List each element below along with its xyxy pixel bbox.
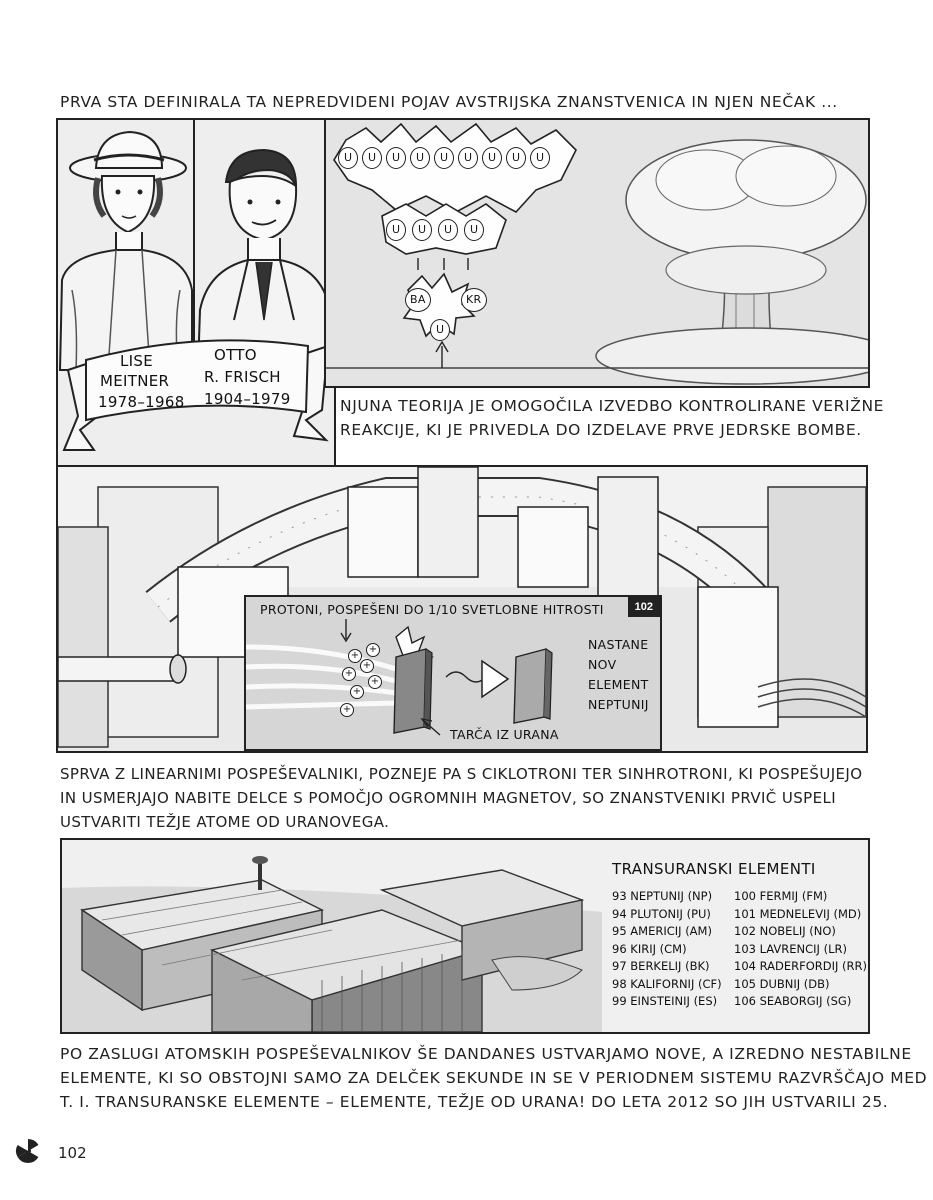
radiation-icon	[14, 1137, 42, 1165]
otto-name-1: OTTO	[214, 346, 257, 364]
uranium-atom: U	[338, 147, 358, 169]
otto-years: 1904–1979	[204, 390, 291, 408]
uranium-atom: U	[464, 219, 484, 241]
element-left-item: 97 BERKELIJ (BK)	[612, 959, 710, 973]
result-line-2: NOV	[588, 657, 617, 672]
element-left-item: 96 KIRIJ (CM)	[612, 941, 687, 956]
theory-caption-line2: REAKCIJE, KI JE PRIVEDLA DO IZDELAVE PRVE JEDRSKE BOMBE.	[340, 421, 862, 439]
uranium-atom: U	[434, 147, 454, 169]
proton: +	[348, 649, 362, 663]
uranium-atom: U	[506, 147, 526, 169]
portraits-panel	[56, 118, 336, 470]
proton: +	[360, 659, 374, 673]
result-line-3: ELEMENT	[588, 677, 649, 692]
otto-name-2: R. FRISCH	[204, 368, 281, 386]
page-number: 102	[58, 1144, 87, 1162]
lise-name-1: LISE	[120, 352, 153, 370]
accel-caption-line1: SPRVA Z LINEARNIMI POSPEŠEVALNIKI, POZNEJE PA S CIKLOTRONI TER SINHROTRONI, KI POSPEŠUJEJO	[60, 765, 863, 783]
proton: +	[342, 667, 356, 681]
elements-right-column	[734, 888, 867, 1011]
elements-left-column	[612, 888, 722, 1011]
proton-inset	[244, 595, 662, 751]
lise-name-2: MEITNER	[100, 372, 170, 390]
proton: +	[350, 685, 364, 699]
uranium-atom: U	[386, 219, 406, 241]
proton: +	[340, 703, 354, 717]
bottom-caption-line1: PO ZASLUGI ATOMSKIH POSPEŠEVALNIKOV ŠE DANDANES USTVARJAMO NOVE, A IZREDNO NESTABILNE	[60, 1045, 912, 1063]
chain-reaction-panel	[324, 118, 870, 388]
krypton-symbol: KR	[466, 293, 482, 306]
uranium-atom: U	[458, 147, 478, 169]
uranium-atom: U	[386, 147, 406, 169]
target-label: TARČA IZ URANA	[450, 727, 559, 742]
element-right-item: 105 DUBNIJ (DB)	[734, 976, 830, 991]
uranium-atom: U	[438, 219, 458, 241]
accel-caption-line2: IN USMERJAJO NABITE DELCE S POMOČJO OGROMNIH MAGNETOV, SO ZNANSTVENIKI PRVIČ USPELI	[60, 789, 837, 807]
result-line-1: NASTANE	[588, 637, 649, 652]
element-left-item: 98 KALIFORNIJ (CF)	[612, 976, 722, 991]
element-right-item: 100 FERMIJ (FM)	[734, 889, 828, 903]
transuranic-panel	[60, 838, 870, 1034]
uranium-atom: U	[410, 147, 430, 169]
uranium-atom: U	[362, 147, 382, 169]
theory-caption-line1: NJUNA TEORIJA JE OMOGOČILA IZVEDBO KONTROLIRANE VERIŽNE	[340, 397, 885, 415]
lise-years: 1978–1968	[98, 393, 185, 411]
accelerator-panel	[56, 465, 868, 753]
element-right-item: 103 LAVRENCIJ (LR)	[734, 941, 847, 956]
inset-title: PROTONI, POSPEŠENI DO 1/10 SVETLOBNE HITROSTI	[260, 602, 604, 617]
element-right-item: 106 SEABORGIJ (SG)	[734, 994, 852, 1008]
uranium-atom: U	[430, 319, 450, 341]
portraits-illustration	[58, 120, 334, 468]
element-left-item: 94 PLUTONIJ (PU)	[612, 906, 711, 921]
uranium-atom: U	[482, 147, 502, 169]
uranium-atom: U	[412, 219, 432, 241]
bottom-caption-line3: T. I. TRANSURANSKE ELEMENTE – ELEMENTE, TEŽJE OD URANA! DO LETA 2012 SO JIH USTVARILI 25.	[60, 1093, 889, 1111]
element-right-item: 102 NOBELIJ (NO)	[734, 924, 836, 938]
element-left-item: 99 EINSTEINIJ (ES)	[612, 994, 718, 1008]
transuranic-title: TRANSURANSKI ELEMENTI	[612, 860, 816, 878]
element-left-item: 95 AMERICIJ (AM)	[612, 924, 712, 938]
proton: +	[368, 675, 382, 689]
element-right-item: 104 RADERFORDIJ (RR)	[734, 959, 868, 973]
element-right-item: 101 MEDNELEVIJ (MD)	[734, 906, 862, 921]
uranium-atom: U	[530, 147, 550, 169]
top-caption: PRVA STA DEFINIRALA TA NEPREDVIDENI POJAV AVSTRIJSKA ZNANSTVENICA IN NJEN NEČAK ...	[60, 93, 838, 111]
page-badge: 102	[628, 597, 660, 617]
bottom-caption-line2: ELEMENTE, KI SO OBSTOJNI SAMO ZA DELČEK SEKUNDE IN SE V PERIODNEM SISTEMU RAZVRŠČAJO MED	[60, 1069, 928, 1087]
barium-symbol: BA	[410, 293, 426, 306]
result-line-4: NEPTUNIJ	[588, 697, 649, 712]
accel-caption-line3: USTVARITI TEŽJE ATOME OD URANOVEGA.	[60, 813, 390, 831]
chain-reaction-illustration	[326, 120, 868, 386]
element-left-item: 93 NEPTUNIJ (NP)	[612, 889, 713, 903]
proton: +	[366, 643, 380, 657]
